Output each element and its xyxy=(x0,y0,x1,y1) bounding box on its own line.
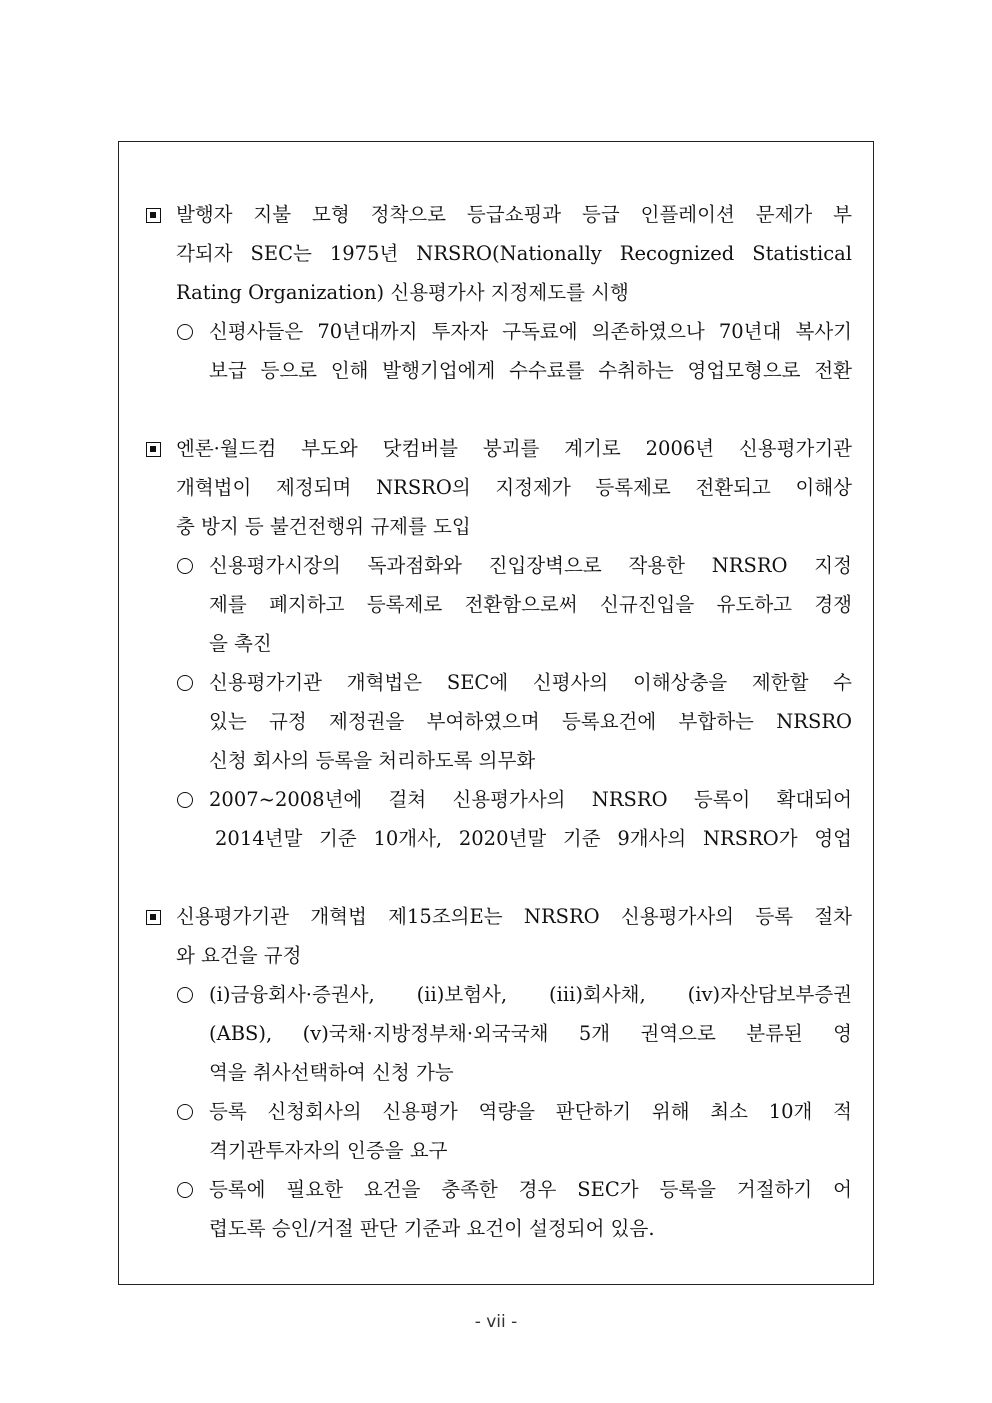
circle-bullet-icon xyxy=(177,1104,193,1120)
sub-item-line: 을 촉진 xyxy=(209,632,272,655)
square-bullet-icon xyxy=(146,442,161,457)
sub-item-line: (i)금융회사·증권사, (ii)보험사, (iii)회사채, (iv)자산담보부증권 xyxy=(209,983,852,1006)
sub-item-line: 보급 등으로 인해 발행기업에게 수수료를 수취하는 영업모형으로 전환 xyxy=(209,359,852,382)
circle-bullet-icon xyxy=(177,987,193,1003)
sub-item-line: 제를 폐지하고 등록제로 전환함으로써 신규진입을 유도하고 경쟁 xyxy=(209,593,852,616)
sub-item-line: 등록에 필요한 요건을 충족한 경우 SEC가 등록을 거절하기 어 xyxy=(209,1178,852,1201)
bullet-text-line: 각되자 SEC는 1975년 NRSRO(Nationally Recognized Statistical xyxy=(176,242,852,265)
circle-bullet-icon xyxy=(177,1182,193,1198)
circle-bullet-icon xyxy=(177,675,193,691)
sub-item-line: (ABS), (v)국채·지방정부채·외국국채 5개 권역으로 분류된 영 xyxy=(209,1022,852,1045)
circle-bullet-icon xyxy=(177,558,193,574)
bullet-text-line: Rating Organization) 신용평가사 지정제도를 시행 xyxy=(176,281,629,304)
sub-item-line: 등록 신청회사의 신용평가 역량을 판단하기 위해 최소 10개 적 xyxy=(209,1100,852,1123)
sub-item-line: 역을 취사선택하여 신청 가능 xyxy=(209,1061,454,1084)
sub-item-line: 2014년말 기준 10개사, 2020년말 기준 9개사의 NRSRO가 영업 xyxy=(215,827,852,850)
bullet-text-line: 충 방지 등 불건전행위 규제를 도입 xyxy=(176,515,471,538)
content-box xyxy=(118,141,874,1285)
circle-bullet-icon xyxy=(177,324,193,340)
sub-item-line: 렵도록 승인/거절 판단 기준과 요건이 설정되어 있음. xyxy=(209,1217,655,1240)
bullet-text-line: 개혁법이 제정되며 NRSRO의 지정제가 등록제로 전환되고 이해상 xyxy=(176,476,852,499)
bullet-text-line: 신용평가기관 개혁법 제15조의E는 NRSRO 신용평가사의 등록 절차 xyxy=(176,905,852,928)
bullet-text-line: 발행자 지불 모형 정착으로 등급쇼핑과 등급 인플레이션 문제가 부 xyxy=(176,203,852,226)
bullet-text-line: 와 요건을 규정 xyxy=(176,944,302,967)
sub-item-line: 격기관투자자의 인증을 요구 xyxy=(209,1139,448,1162)
square-bullet-icon xyxy=(146,208,161,223)
sub-item-line: 신평사들은 70년대까지 투자자 구독료에 의존하였으나 70년대 복사기 xyxy=(209,320,852,343)
bullet-text-line: 엔론·월드컴 부도와 닷컴버블 붕괴를 계기로 2006년 신용평가기관 xyxy=(176,437,852,460)
page-number: - vii - xyxy=(474,1312,518,1332)
sub-item-line: 신용평가시장의 독과점화와 진입장벽으로 작용한 NRSRO 지정 xyxy=(209,554,852,577)
sub-item-line: 2007~2008년에 걸쳐 신용평가사의 NRSRO 등록이 확대되어 xyxy=(209,788,852,811)
circle-bullet-icon xyxy=(177,792,193,808)
sub-item-line: 신청 회사의 등록을 처리하도록 의무화 xyxy=(209,749,536,772)
sub-item-line: 있는 규정 제정권을 부여하였으며 등록요건에 부합하는 NRSRO xyxy=(209,710,852,733)
sub-item-line: 신용평가기관 개혁법은 SEC에 신평사의 이해상충을 제한할 수 xyxy=(209,671,852,694)
square-bullet-icon xyxy=(146,910,161,925)
